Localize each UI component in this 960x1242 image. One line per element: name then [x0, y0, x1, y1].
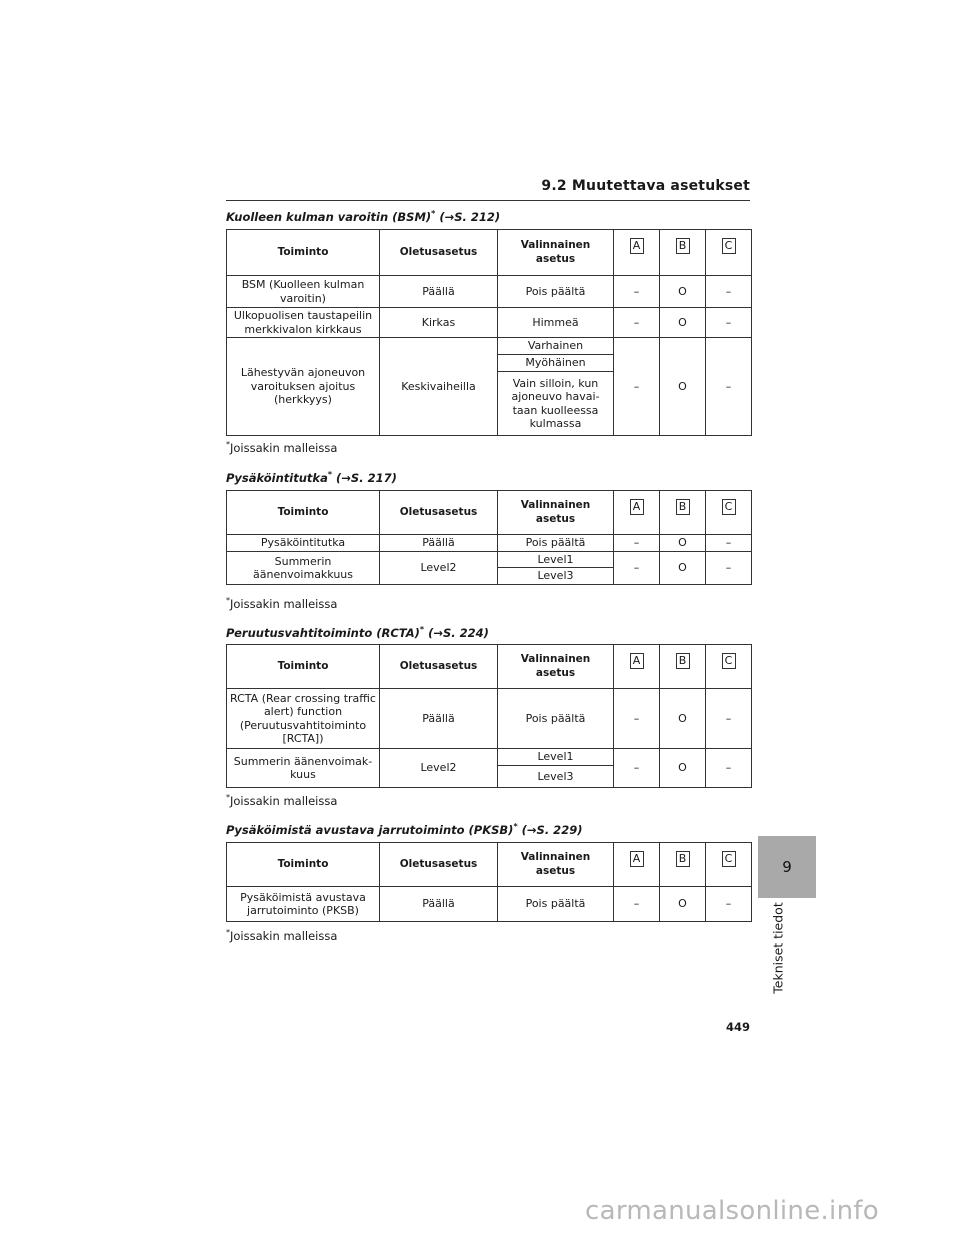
cell-b: O	[660, 887, 706, 922]
cell-option: Pois päältä	[498, 689, 614, 749]
cell-a: –	[614, 308, 660, 338]
letter-b-icon: B	[676, 499, 690, 515]
cell-c: –	[706, 552, 752, 585]
footnote-marker: *	[419, 625, 425, 634]
page-reference: (→S. 212)	[439, 209, 501, 224]
table-row	[227, 749, 752, 766]
cell-b: O	[660, 552, 706, 585]
col-header-oletusasetus: Oletusasetus	[380, 491, 498, 535]
footnote-text: Joissakin malleissa	[230, 928, 338, 943]
cell-default: Päällä	[380, 689, 498, 749]
footnote-rcta	[226, 793, 337, 808]
col-header-b	[660, 230, 706, 276]
cell-feature: Summerin äänenvoimakkuus	[227, 552, 380, 585]
table-row	[227, 308, 752, 338]
col-header-valinnainen: Valinnainen asetus	[498, 843, 614, 887]
cell-a: –	[614, 887, 660, 922]
cell-option: Pois päältä	[498, 887, 614, 922]
cell-c: –	[706, 276, 752, 308]
footnote-marker: *	[226, 793, 230, 802]
chapter-tab-label	[768, 900, 788, 996]
cell-option: Vain silloin, kun ajoneuvo havai-taan kuolleessa kulmassa	[498, 372, 614, 436]
col-header-b	[660, 843, 706, 887]
cell-feature: Lähestyvän ajoneuvon varoituksen ajoitus (herkkyys)	[227, 338, 380, 436]
col-header-valinnainen: Valinnainen asetus	[498, 230, 614, 276]
section-title-text: Peruutusvahtitoiminto (RCTA)	[226, 625, 420, 640]
footnote-marker: *	[431, 209, 436, 218]
page-reference: (→S. 224)	[428, 625, 489, 640]
page-number: 449	[725, 1020, 750, 1034]
cell-b: O	[660, 535, 706, 552]
letter-a-icon: A	[630, 499, 644, 515]
col-header-a	[614, 645, 660, 689]
cell-a: –	[614, 276, 660, 308]
cell-a: –	[614, 749, 660, 788]
col-header-a	[614, 230, 660, 276]
cell-b: O	[660, 338, 706, 436]
chapter-number: 9	[782, 858, 792, 876]
letter-a-icon: A	[630, 238, 644, 254]
cell-c: –	[706, 338, 752, 436]
table-rcta	[226, 644, 752, 788]
page-header	[226, 178, 750, 201]
table-row	[227, 689, 752, 749]
cell-c: –	[706, 535, 752, 552]
cell-option: Himmeä	[498, 308, 614, 338]
cell-option: Level1	[498, 552, 614, 568]
col-header-c	[706, 645, 752, 689]
table-bsm	[226, 229, 752, 436]
cell-c: –	[706, 308, 752, 338]
cell-option: Myöhäinen	[498, 355, 614, 372]
section-title-pys	[226, 470, 397, 485]
col-header-valinnainen: Valinnainen asetus	[498, 491, 614, 535]
col-header-c	[706, 230, 752, 276]
section-title-text: Pysäköintitutka	[226, 470, 328, 485]
cell-default: Keskivaiheilla	[380, 338, 498, 436]
section-title-text: Pysäköimistä avustava jarrutoiminto (PKSB)	[226, 822, 514, 837]
letter-b-icon: B	[676, 851, 690, 867]
cell-default: Kirkas	[380, 308, 498, 338]
cell-b: O	[660, 308, 706, 338]
table-row	[227, 276, 752, 308]
col-header-oletusasetus: Oletusasetus	[380, 843, 498, 887]
cell-option: Varhainen	[498, 338, 614, 355]
footnote-text: Joissakin malleissa	[230, 793, 338, 808]
cell-c: –	[706, 749, 752, 788]
footnote-pksb	[226, 928, 337, 943]
cell-a: –	[614, 552, 660, 585]
table-row	[227, 552, 752, 568]
col-header-oletusasetus: Oletusasetus	[380, 230, 498, 276]
cell-default: Level2	[380, 552, 498, 585]
cell-a: –	[614, 689, 660, 749]
table-row	[227, 338, 752, 355]
col-header-toiminto: Toiminto	[227, 645, 380, 689]
footnote-marker: *	[226, 928, 230, 937]
cell-default: Päällä	[380, 276, 498, 308]
footnote-marker: *	[513, 822, 518, 831]
page-reference: (→S. 217)	[336, 470, 397, 485]
col-header-a	[614, 843, 660, 887]
letter-a-icon: A	[630, 653, 644, 669]
cell-option: Pois päältä	[498, 535, 614, 552]
cell-c: –	[706, 887, 752, 922]
cell-feature: Pysäköintitutka	[227, 535, 380, 552]
table-pksb	[226, 842, 752, 922]
col-header-b	[660, 491, 706, 535]
header-title: 9.2 Muutettava asetukset	[541, 178, 750, 194]
letter-b-icon: B	[676, 238, 690, 254]
chapter-tab[interactable]	[758, 836, 816, 898]
col-header-toiminto: Toiminto	[227, 230, 380, 276]
cell-feature: Pysäköimistä avustava jarrutoiminto (PKSB)	[227, 887, 380, 922]
section-title-rcta	[226, 625, 489, 640]
watermark: carmanualsonline.info	[585, 1196, 880, 1226]
cell-b: O	[660, 749, 706, 788]
cell-a: –	[614, 535, 660, 552]
col-header-a	[614, 491, 660, 535]
col-header-toiminto: Toiminto	[227, 843, 380, 887]
chapter-label-text: Tekniset tiedot	[770, 902, 786, 994]
cell-default: Level2	[380, 749, 498, 788]
table-pys	[226, 490, 752, 585]
cell-feature: BSM (Kuolleen kulman varoitin)	[227, 276, 380, 308]
letter-c-icon: C	[722, 851, 736, 867]
footnote-text: Joissakin malleissa	[230, 440, 338, 455]
cell-option: Level3	[498, 766, 614, 788]
table-row	[227, 887, 752, 922]
section-title-pksb	[226, 822, 582, 837]
cell-b: O	[660, 276, 706, 308]
footnote-marker: *	[226, 440, 230, 449]
letter-c-icon: C	[722, 238, 736, 254]
col-header-toiminto: Toiminto	[227, 491, 380, 535]
col-header-valinnainen: Valinnainen asetus	[498, 645, 614, 689]
col-header-oletusasetus: Oletusasetus	[380, 645, 498, 689]
cell-default: Päällä	[380, 535, 498, 552]
col-header-b	[660, 645, 706, 689]
footnote-pys	[226, 596, 337, 611]
cell-feature: Ulkopuolisen taustapeilin merkkivalon kirkkaus	[227, 308, 380, 338]
letter-a-icon: A	[630, 851, 644, 867]
letter-c-icon: C	[722, 499, 736, 515]
page-reference: (→S. 229)	[521, 822, 583, 837]
cell-option: Pois päältä	[498, 276, 614, 308]
footnote-bsm	[226, 440, 337, 455]
cell-feature: RCTA (Rear crossing traffic alert) function (Peruutusvahtitoiminto [RCTA])	[227, 689, 380, 749]
col-header-c	[706, 491, 752, 535]
cell-c: –	[706, 689, 752, 749]
section-title-bsm	[226, 209, 500, 224]
footnote-marker: *	[327, 470, 333, 479]
table-row	[227, 535, 752, 552]
cell-a: –	[614, 338, 660, 436]
cell-b: O	[660, 689, 706, 749]
cell-option: Level3	[498, 568, 614, 585]
col-header-c	[706, 843, 752, 887]
footnote-text: Joissakin malleissa	[230, 596, 338, 611]
cell-option: Level1	[498, 749, 614, 766]
cell-feature: Summerin äänenvoimak-kuus	[227, 749, 380, 788]
cell-default: Päällä	[380, 887, 498, 922]
footnote-marker: *	[226, 596, 230, 605]
letter-c-icon: C	[722, 653, 736, 669]
letter-b-icon: B	[676, 653, 690, 669]
section-title-text: Kuolleen kulman varoitin (BSM)	[226, 209, 432, 224]
